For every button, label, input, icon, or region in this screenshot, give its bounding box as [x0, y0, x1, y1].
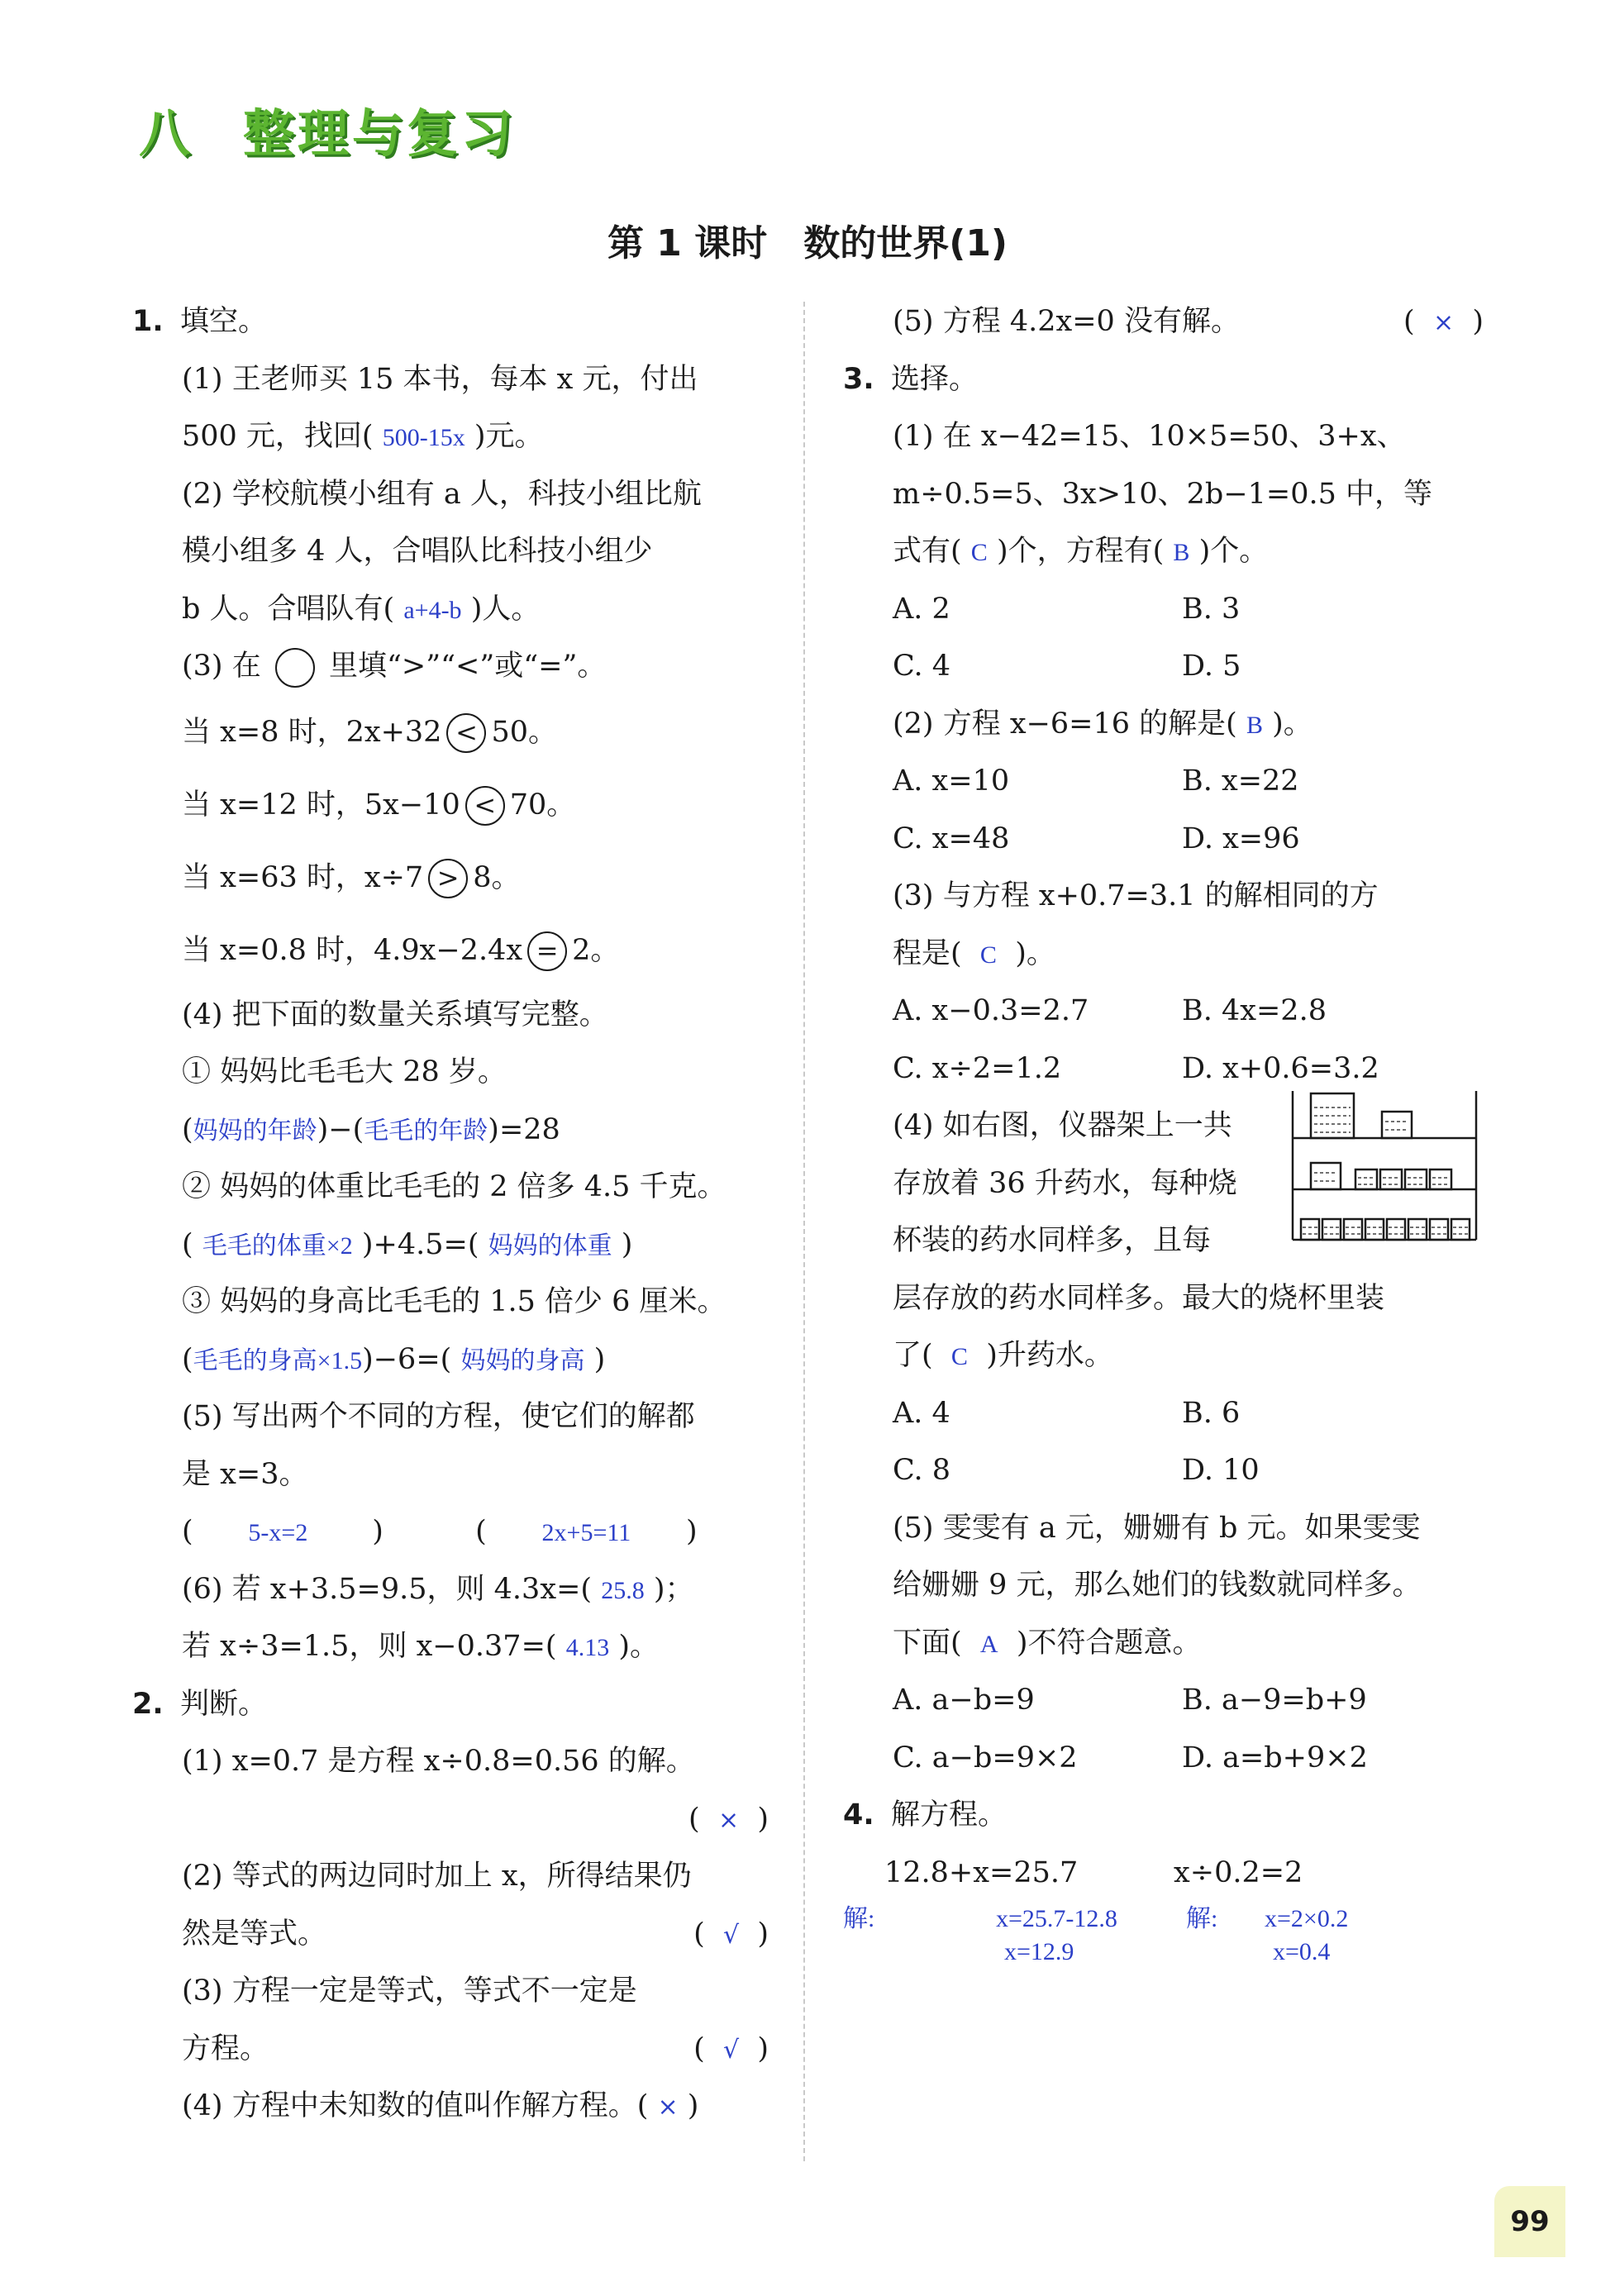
compare-2-answer: <	[465, 786, 505, 826]
q3-4-options-cd: C. 8 D. 10	[893, 1454, 1260, 1487]
q4-heading: 4. 解方程。	[843, 1798, 1008, 1832]
q1-5-answers: ( 5-x=2 ) ( 2x+5=11 )	[182, 1515, 698, 1548]
blank-circle-icon	[275, 648, 315, 688]
q1-4-2: ② 妈妈的体重比毛毛的 2 倍多 4.5 千克。	[182, 1170, 727, 1203]
q3-1-options-cd: C. 4 D. 5	[893, 650, 1241, 683]
q3-3-line2: 程是( C )。	[893, 936, 1055, 970]
q1-4-1: ① 妈妈比毛毛大 28 岁。	[182, 1055, 507, 1088]
unit-number: 八	[139, 103, 194, 164]
q1-2-line2: 模小组多 4 人，合唱队比科技小组少	[182, 535, 653, 568]
q4-solution-line2: x=12.9 x=0.4	[1004, 1938, 1331, 1965]
q3-3-line1: (3) 与方程 x+0.7=3.1 的解相同的方	[893, 879, 1379, 912]
unit-title	[139, 93, 516, 166]
q3-5-line2: 给姗姗 9 元，那么她们的钱数就同样多。	[893, 1569, 1422, 1602]
q3-2: (2) 方程 x−6=16 的解是( B )。	[893, 707, 1312, 741]
unit-name: 整理与复习	[243, 103, 517, 164]
compare-1-answer: <	[446, 713, 486, 753]
right-column	[843, 293, 1484, 1968]
q3-3-options-cd: C. x÷2=1.2 D. x+0.6=3.2	[893, 1051, 1379, 1085]
q3-2-options-ab: A. x=10 B. x=22	[893, 765, 1299, 798]
compare-3: 当 x=63 时，x÷7 > 8。	[132, 841, 769, 914]
compare-4-answer: =	[527, 931, 567, 971]
q1-2-line1: (2) 学校航模小组有 a 人，科技小组比航	[182, 477, 702, 511]
compare-4: 当 x=0.8 时，4.9x−2.4x = 2。	[132, 914, 769, 987]
q3-4-line1: (4) 如右图，仪器架上一共	[893, 1109, 1232, 1142]
q3-5-options-ab: A. a−b=9 B. a−9=b+9	[893, 1684, 1367, 1717]
compare-3-answer: >	[428, 859, 468, 898]
q3-3-options-ab: A. x−0.3=2.7 B. 4x=2.8	[893, 994, 1327, 1027]
q3-1-line2: m÷0.5=5、3x>10、2b−1=0.5 中，等	[893, 477, 1433, 511]
q1-1-line2: 500 元，找回( 500-15x )元。	[182, 420, 544, 453]
q2-4: (4) 方程中未知数的值叫作解方程。( × )	[182, 2089, 699, 2122]
q1-5-line1: (5) 写出两个不同的方程，使它们的解都	[182, 1400, 695, 1433]
q3-5-options-cd: C. a−b=9×2 D. a=b+9×2	[893, 1741, 1368, 1774]
answer-q1-2: a+4-b	[403, 596, 462, 624]
q1-4-3-answer: (毛毛的身高×1.5)−6=( 妈妈的身高 )	[182, 1342, 606, 1376]
q1-4-3: ③ 妈妈的身高比毛毛的 1.5 倍少 6 厘米。	[182, 1285, 727, 1318]
q1-4-1-answer: (妈妈的年龄)−(毛毛的年龄)=28	[182, 1112, 560, 1146]
q1-3-instruction: (3) 在 里填“>”“<”或“=”。	[132, 638, 769, 696]
lesson-title: 第 1 课时 数的世界(1)	[607, 222, 1008, 264]
q2-3-line2: 方程。 ( √ )	[182, 2032, 769, 2065]
q3-4-line5: 了( C )升药水。	[893, 1339, 1113, 1372]
beaker-shelf-illustration	[1289, 1087, 1479, 1244]
page-number: 99	[1494, 2186, 1565, 2257]
q2-3-line1: (3) 方程一定是等式，等式不一定是	[182, 1974, 637, 2008]
q1-6-line2: 若 x÷3=1.5，则 x−0.37=( 4.13 )。	[182, 1630, 659, 1663]
q3-4-line4: 层存放的药水同样多。最大的烧杯里装	[893, 1281, 1385, 1315]
q3-5-line3: 下面( A )不符合题意。	[893, 1626, 1202, 1660]
left-column	[132, 293, 769, 2136]
q4-solution-line1: 解: x=25.7-12.8 解: x=2×0.2	[843, 1905, 1349, 1932]
q2-1: (1) x=0.7 是方程 x÷0.8=0.56 的解。	[182, 1745, 695, 1778]
q1-6-line1: (6) 若 x+3.5=9.5，则 4.3x=( 25.8 )；	[182, 1572, 694, 1606]
q3-5-line1: (5) 雯雯有 a 元，姗姗有 b 元。如果雯雯	[893, 1511, 1421, 1545]
q3-1-line3: 式有( C )个，方程有( B )个。	[893, 535, 1269, 568]
compare-2: 当 x=12 时，5x−10 < 70。	[132, 769, 769, 841]
q2-1-judge: ( × )	[688, 1802, 769, 1836]
q2-heading: 2. 判断。	[132, 1687, 268, 1721]
q3-2-options-cd: C. x=48 D. x=96	[893, 822, 1300, 855]
q3-1-line1: (1) 在 x−42=15、10×5=50、3+x、	[893, 420, 1406, 453]
q3-4-options-ab: A. 4 B. 6	[893, 1396, 1241, 1430]
q2-2-line2: 然是等式。 ( √ )	[182, 1917, 769, 1951]
q1-5-line2: 是 x=3。	[182, 1457, 308, 1491]
q1-2-line3: b 人。合唱队有( a+4-b )人。	[182, 592, 541, 626]
q3-heading: 3. 选择。	[843, 362, 979, 396]
q1-4-2-answer: ( 毛毛的体重×2 )+4.5=( 妈妈的体重 )	[182, 1227, 633, 1261]
q1-4-instruction: (4) 把下面的数量关系填写完整。	[182, 998, 608, 1031]
compare-1: 当 x=8 时，2x+32 < 50。	[132, 696, 769, 769]
q3-4-line3: 杯装的药水同样多，且每	[893, 1224, 1212, 1257]
q2-5: (5) 方程 4.2x=0 没有解。 ( × )	[893, 305, 1484, 338]
q1-heading: 1. 填空。	[132, 305, 268, 338]
q3-4-line2: 存放着 36 升药水，每种烧	[893, 1166, 1237, 1200]
q3-1-options-ab: A. 2 B. 3	[893, 592, 1241, 626]
answer-q1-1: 500-15x	[382, 424, 465, 451]
q1-1-line1: (1) 王老师买 15 本书，每本 x 元，付出	[182, 362, 698, 396]
q2-2-line1: (2) 等式的两边同时加上 x，所得结果仍	[182, 1860, 692, 1893]
column-divider	[803, 302, 805, 2161]
q4-equations: 12.8+x=25.7 x÷0.2=2	[884, 1855, 1303, 1889]
